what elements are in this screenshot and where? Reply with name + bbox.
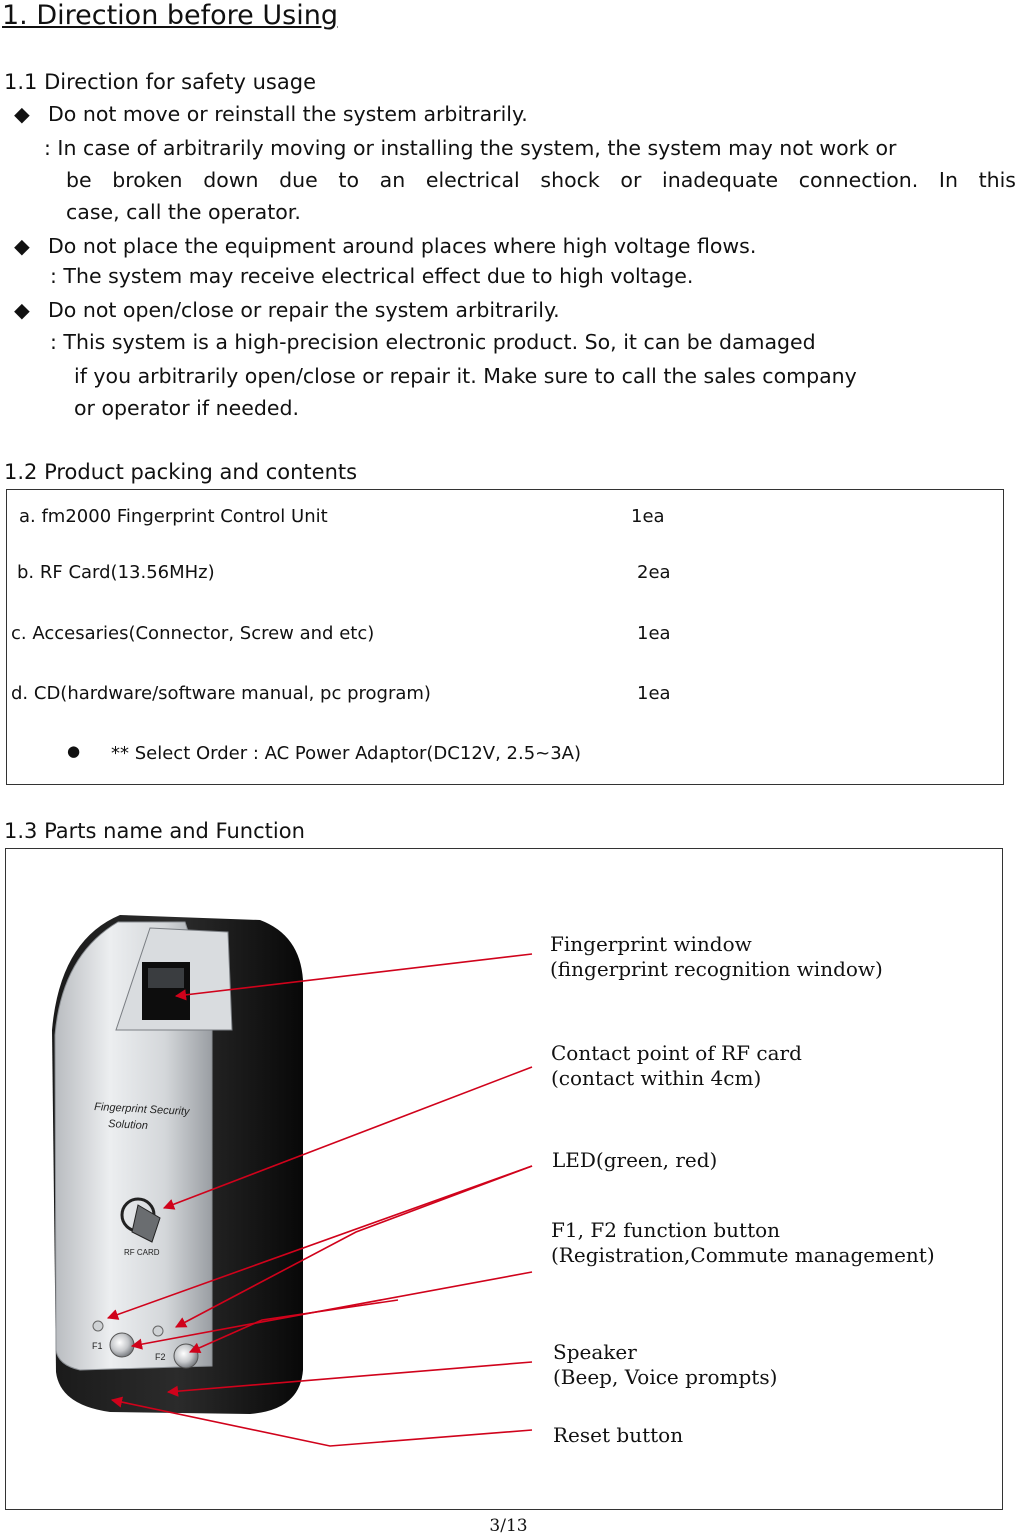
led-icon bbox=[153, 1326, 163, 1336]
led-icon bbox=[93, 1321, 103, 1331]
safety-item-1-detail-3: case, call the operator. bbox=[66, 200, 301, 224]
callout-title: Fingerprint window bbox=[550, 932, 752, 956]
callout-subtitle: (contact within 4cm) bbox=[551, 1066, 762, 1090]
safety-item-1-detail-2: be broken down due to an electrical shock or inadequate connection. In this bbox=[66, 168, 1016, 192]
callout-led bbox=[552, 1148, 717, 1173]
diamond-bullet-icon: ◆ bbox=[14, 102, 30, 126]
diamond-bullet-icon: ◆ bbox=[14, 234, 30, 258]
callout-title: Reset button bbox=[553, 1423, 684, 1447]
page-title: 1. Direction before Using bbox=[2, 0, 338, 31]
packing-item-name: d. CD(hardware/software manual, pc program) bbox=[11, 683, 431, 704]
diamond-bullet-icon: ◆ bbox=[14, 298, 30, 322]
safety-item-3-detail-2: if you arbitrarily open/close or repair it. Make sure to call the sales company bbox=[74, 364, 857, 388]
round-bullet-icon: ● bbox=[67, 742, 81, 760]
fingerprint-sensor-glass bbox=[148, 968, 184, 988]
callout-reset-button bbox=[553, 1423, 683, 1448]
packing-item-qty: 1ea bbox=[637, 683, 671, 704]
safety-item-2: Do not place the equipment around places where high voltage flows. bbox=[48, 234, 757, 258]
packing-item-qty: 1ea bbox=[637, 623, 671, 644]
f1-button bbox=[110, 1333, 134, 1357]
f2-button bbox=[174, 1344, 198, 1368]
callout-title: Contact point of RF card bbox=[551, 1041, 802, 1065]
callout-title: Speaker bbox=[553, 1340, 637, 1364]
callout-title: LED(green, red) bbox=[552, 1148, 718, 1172]
f1-label: F1 bbox=[92, 1341, 103, 1351]
rf-card-label: RF CARD bbox=[124, 1248, 160, 1257]
packing-item-name: c. Accesaries(Connector, Screw and etc) bbox=[11, 623, 375, 644]
callout-function-buttons bbox=[551, 1218, 935, 1268]
section-heading-packing: 1.2 Product packing and contents bbox=[4, 460, 358, 484]
packing-item-name: a. fm2000 Fingerprint Control Unit bbox=[19, 506, 328, 527]
callout-subtitle: (Registration,Commute management) bbox=[551, 1243, 935, 1267]
f2-label: F2 bbox=[155, 1352, 166, 1362]
brand-text: Solution bbox=[107, 1118, 149, 1133]
callout-subtitle: (fingerprint recognition window) bbox=[550, 957, 883, 981]
callout-subtitle: (Beep, Voice prompts) bbox=[553, 1365, 778, 1389]
safety-item-3-detail-1: : This system is a high-precision electronic product. So, it can be damaged bbox=[50, 330, 816, 354]
page-number: 3/13 bbox=[489, 1516, 528, 1536]
callout-speaker bbox=[553, 1340, 777, 1390]
callout-title: F1, F2 function button bbox=[551, 1218, 781, 1242]
packing-item-qty: 1ea bbox=[631, 506, 665, 527]
safety-item-1: Do not move or reinstall the system arbitrarily. bbox=[48, 102, 528, 126]
packing-item-name: b. RF Card(13.56MHz) bbox=[17, 562, 215, 583]
section-heading-parts: 1.3 Parts name and Function bbox=[4, 819, 305, 843]
section-heading-safety: 1.1 Direction for safety usage bbox=[4, 70, 316, 94]
packing-note: ** Select Order : AC Power Adaptor(DC12V, 2.5~3A) bbox=[111, 743, 582, 764]
safety-item-1-detail-1: : In case of arbitrarily moving or installing the system, the system may not work or bbox=[44, 136, 897, 160]
safety-item-3: Do not open/close or repair the system arbitrarily. bbox=[48, 298, 560, 322]
packing-item-qty: 2ea bbox=[637, 562, 671, 583]
callout-fingerprint-window bbox=[550, 932, 883, 982]
safety-item-2-detail-1: : The system may receive electrical effect due to high voltage. bbox=[50, 264, 694, 288]
brand-text: Fingerprint Security bbox=[93, 1101, 190, 1118]
callout-rf-contact bbox=[551, 1041, 802, 1091]
safety-item-3-detail-3: or operator if needed. bbox=[74, 396, 299, 420]
